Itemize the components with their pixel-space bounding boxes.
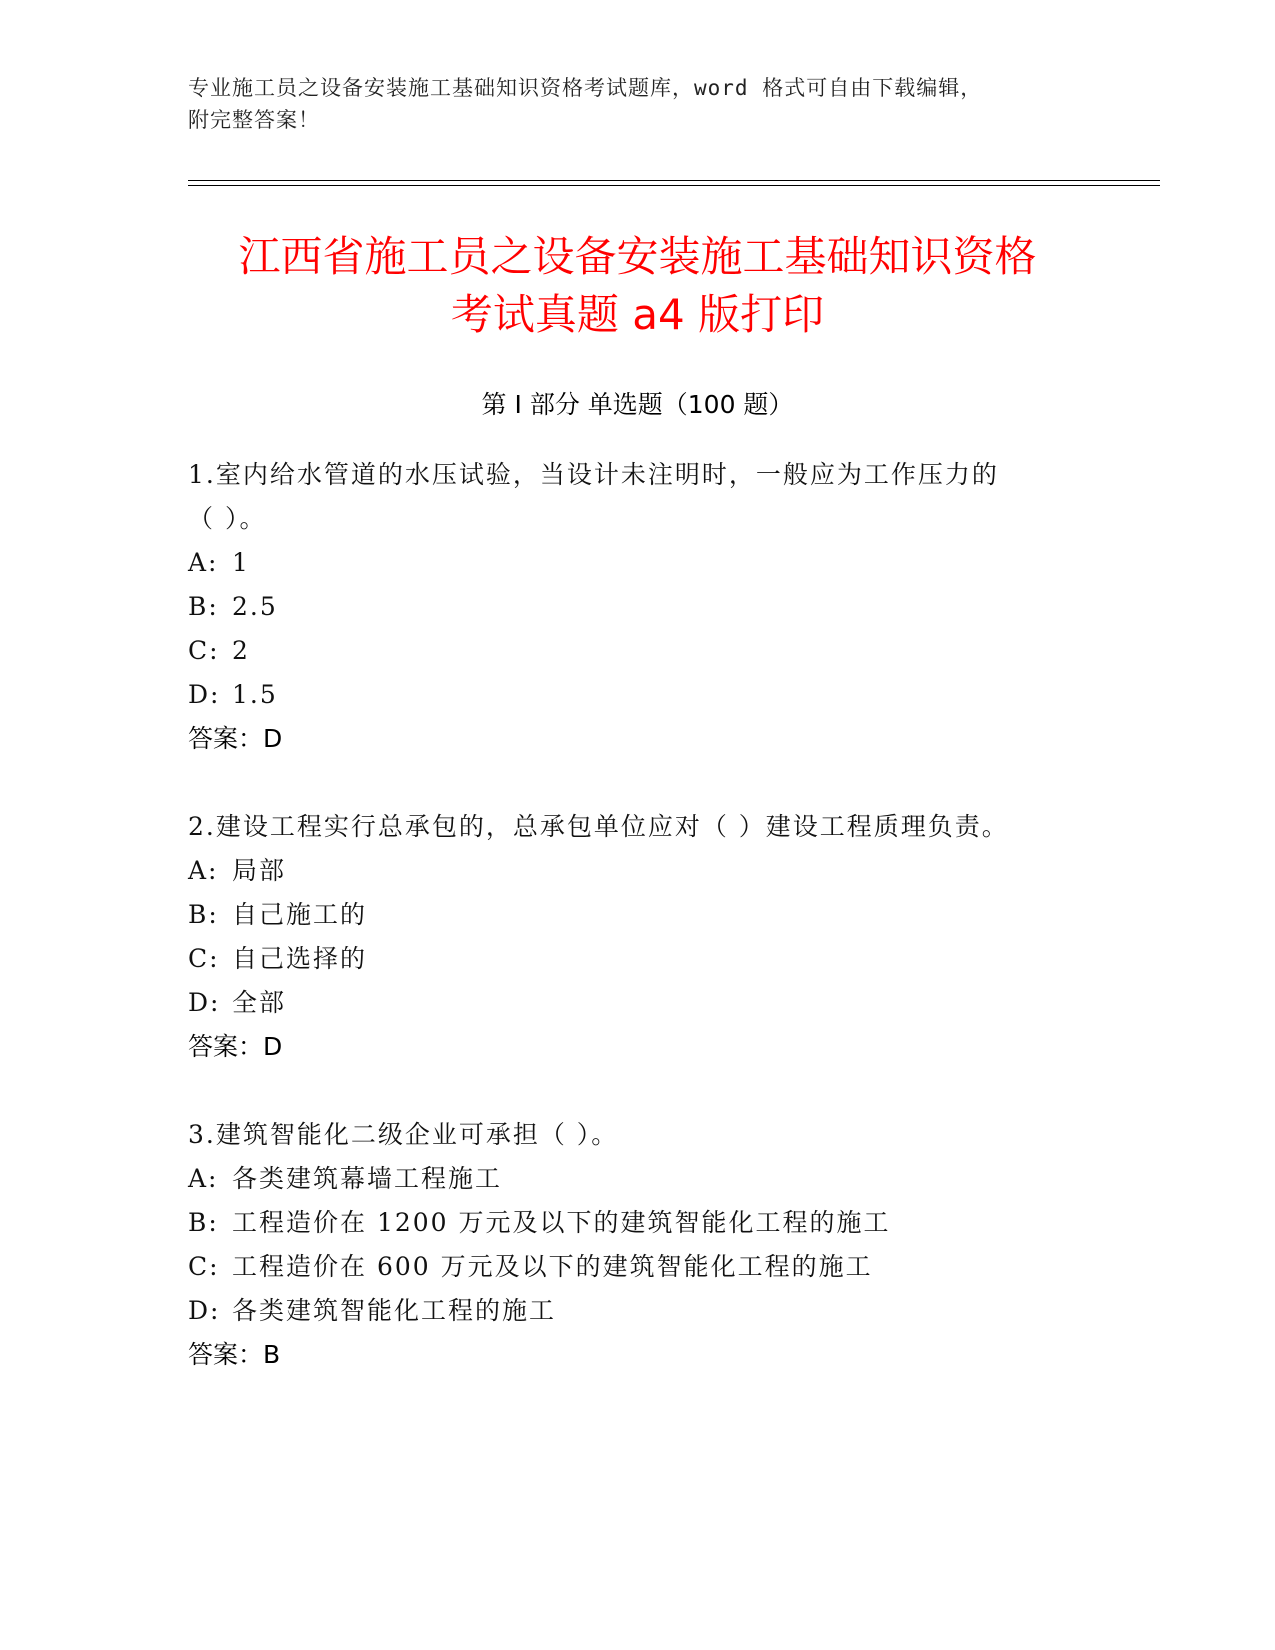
option-key: B: [188, 900, 219, 929]
option-key: A: [188, 548, 219, 577]
header-divider-bottom [188, 185, 1160, 186]
option-key: D: [188, 1296, 221, 1325]
option-key: D: [188, 680, 221, 709]
option-text: 自己选择的 [232, 944, 368, 973]
question-3-option-a [188, 1162, 502, 1196]
intro-line-2: 附完整答案！ [188, 108, 320, 132]
question-3-option-c [188, 1250, 873, 1284]
question-1-stem-line-1: 1.室内给水管道的水压试验，当设计未注明时，一般应为工作压力的 [188, 460, 999, 489]
option-text: 局部 [232, 856, 287, 885]
question-2-option-c [188, 942, 367, 976]
option-text: 各类建筑智能化工程的施工 [232, 1296, 557, 1325]
option-text: 工程造价在 600 万元及以下的建筑智能化工程的施工 [232, 1252, 873, 1281]
option-key: C: [188, 944, 220, 973]
option-text: 各类建筑幕墙工程施工 [232, 1164, 503, 1193]
question-3-option-b [188, 1206, 891, 1240]
question-1-option-b [188, 590, 278, 624]
question-1-option-c [188, 634, 250, 668]
intro-line-1: 专业施工员之设备安装施工基础知识资格考试题库，word 格式可自由下载编辑， [188, 76, 983, 100]
option-key: C: [188, 1252, 220, 1281]
question-2-stem-line-1: 2.建设工程实行总承包的，总承包单位应对（ ）建设工程质理负责。 [188, 812, 1009, 841]
option-text: 1.5 [232, 680, 278, 709]
question-3-answer: 答案：B [188, 1340, 281, 1369]
option-key: B: [188, 592, 219, 621]
option-key: A: [188, 1164, 219, 1193]
option-text: 1 [232, 548, 250, 577]
question-1-stem-line-2: （ ）。 [188, 504, 267, 533]
document-title-line-2: 考试真题 a4 版打印 [450, 290, 825, 339]
option-text: 2 [232, 636, 250, 665]
option-text: 工程造价在 1200 万元及以下的建筑智能化工程的施工 [232, 1208, 891, 1237]
question-3-stem-line-1: 3.建筑智能化二级企业可承担（ ）。 [188, 1120, 619, 1149]
question-1-answer: 答案：D [188, 724, 283, 753]
option-text: 2.5 [232, 592, 278, 621]
option-text: 自己施工的 [232, 900, 368, 929]
question-2-option-d [188, 986, 286, 1020]
question-2-option-b [188, 898, 367, 932]
question-1-option-d [188, 678, 278, 712]
option-key: D: [188, 988, 221, 1017]
option-text: 全部 [232, 988, 287, 1017]
option-key: C: [188, 636, 220, 665]
question-1-option-a [188, 546, 250, 580]
question-2-answer: 答案：D [188, 1032, 283, 1061]
section-title: 第 I 部分 单选题（100 题） [481, 390, 794, 419]
option-key: B: [188, 1208, 219, 1237]
header-divider-top [188, 180, 1160, 181]
intro-text [188, 72, 1088, 136]
option-key: A: [188, 856, 219, 885]
document-title [150, 228, 1125, 344]
question-3-option-d [188, 1294, 556, 1328]
question-2-option-a [188, 854, 286, 888]
document-title-line-1: 江西省施工员之设备安装施工基础知识资格 [238, 232, 1037, 281]
